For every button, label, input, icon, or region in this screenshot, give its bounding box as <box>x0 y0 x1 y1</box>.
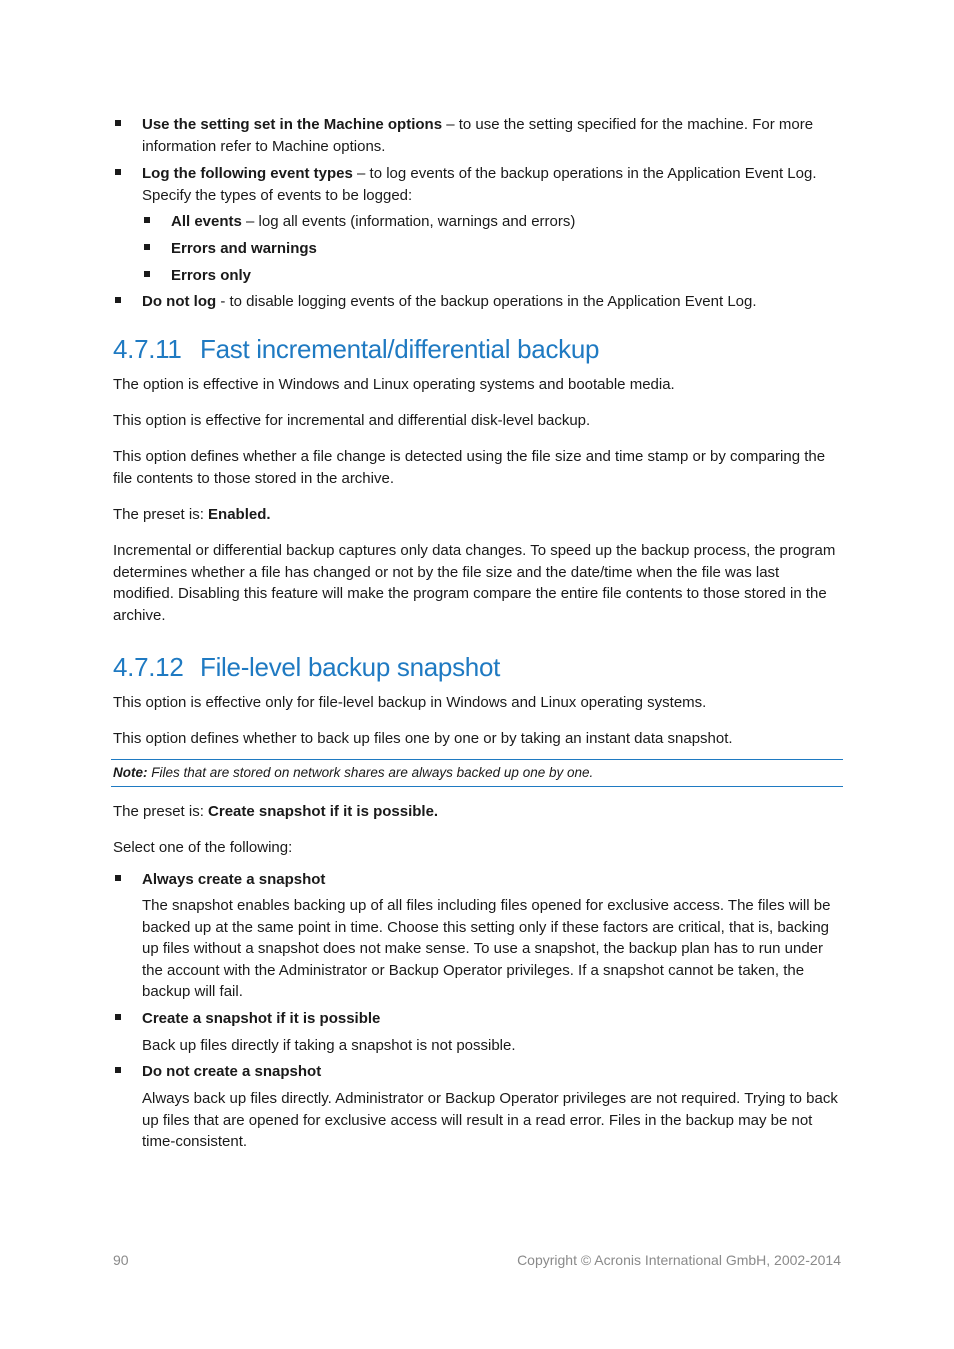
section-title: Fast incremental/differential backup <box>200 334 600 364</box>
preset-label: The preset is: <box>113 506 209 523</box>
option-description: Back up files directly if taking a snapshot is not possible. <box>142 1037 516 1054</box>
section-heading <box>113 334 599 364</box>
paragraph: The option is effective in Windows and Linux operating systems and bootable media. <box>113 376 675 393</box>
list-item <box>142 869 842 891</box>
preset-label: The preset is: <box>113 803 209 820</box>
bullet-marker <box>115 120 121 126</box>
preset-line <box>113 801 843 823</box>
list-item <box>142 163 842 206</box>
bullet-marker <box>115 1067 121 1073</box>
bullet-marker <box>144 217 150 223</box>
paragraph: This option defines whether to back up files one by one or by taking an instant data snapshot. <box>113 730 733 747</box>
bullet-marker <box>115 169 121 175</box>
option-name: Use the setting set in the Machine options <box>142 116 443 133</box>
option-description: – to log events of the backup operations in the Application Event Log. Specify the types of events to be logged: <box>142 165 817 204</box>
list-item <box>142 1008 842 1030</box>
section-title: File-level backup snapshot <box>200 652 501 682</box>
paragraph: This option defines whether a file change is detected using the file size and time stamp or by comparing the file contents to those stored in the archive. <box>113 448 826 487</box>
page-number: 90 <box>113 1252 129 1268</box>
preset-value: Create snapshot if it is possible. <box>208 803 439 820</box>
option-description: Always back up files directly. Administrator or Backup Operator privileges are not required. Trying to back up files that are opened for exclusive access will result in a read error. Files in the backup may be not time-consistent. <box>142 1090 838 1151</box>
paragraph: Select one of the following: <box>113 839 293 856</box>
option-title: Always create a snapshot <box>142 871 326 888</box>
paragraph: This option is effective for incremental and differential disk-level backup. <box>113 412 591 429</box>
paragraph: Incremental or differential backup captures only data changes. To speed up the backup process, the program determines whether a file has changed or not by the file size and the date/time when the file was last modified. Disabling this feature will make the program compare the entire file contents to those stored in the archive. <box>113 542 836 624</box>
sub-list-item <box>171 265 841 287</box>
list-item <box>142 114 842 157</box>
bullet-marker <box>144 244 150 250</box>
option-description: - to disable logging events of the backup operations in the Application Event Log. <box>216 293 757 310</box>
preset-line <box>113 504 843 526</box>
option-description: The snapshot enables backing up of all files including files opened for exclusive access. The files will be backed up at the same point in time. Choose this setting only if these factors are critical, that is, backing up files without a snapshot does not make sense. To use a snapshot, the backup plan has to run under the account with the Administrator or Backup Operator privileges. If a snapshot cannot be taken, the backup will fail. <box>142 897 831 1001</box>
paragraph: This option is effective only for file-level backup in Windows and Linux operating systems. <box>113 694 707 711</box>
option-name: Log the following event types <box>142 165 353 182</box>
option-title: Do not create a snapshot <box>142 1063 322 1080</box>
section-number: 4.7.11 <box>113 334 182 364</box>
section-number: 4.7.12 <box>113 652 184 682</box>
list-item <box>142 1061 842 1083</box>
event-type-description: – log all events (information, warnings and errors) <box>241 213 576 230</box>
event-type-name: Errors only <box>171 267 252 284</box>
sub-list-item <box>171 211 841 233</box>
option-description: – to use the setting specified for the machine. For more information refer to Machine options. <box>142 116 814 155</box>
option-name: Do not log <box>142 293 217 310</box>
sub-list-item <box>171 238 841 260</box>
event-type-name: Errors and warnings <box>171 240 317 257</box>
note-text: Files that are stored on network shares are always backed up one by one. <box>147 765 594 780</box>
preset-value: Enabled. <box>208 506 271 523</box>
bullet-marker <box>115 875 121 881</box>
event-type-name: All events <box>171 213 242 230</box>
copyright-notice: Copyright © Acronis International GmbH, 2002-2014 <box>517 1252 841 1268</box>
bullet-marker <box>144 271 150 277</box>
list-item <box>142 291 842 313</box>
note-box <box>111 759 843 787</box>
bullet-marker <box>115 297 121 303</box>
note-label: Note: <box>113 765 148 780</box>
section-heading <box>113 652 500 682</box>
option-title: Create a snapshot if it is possible <box>142 1010 381 1027</box>
bullet-marker <box>115 1014 121 1020</box>
